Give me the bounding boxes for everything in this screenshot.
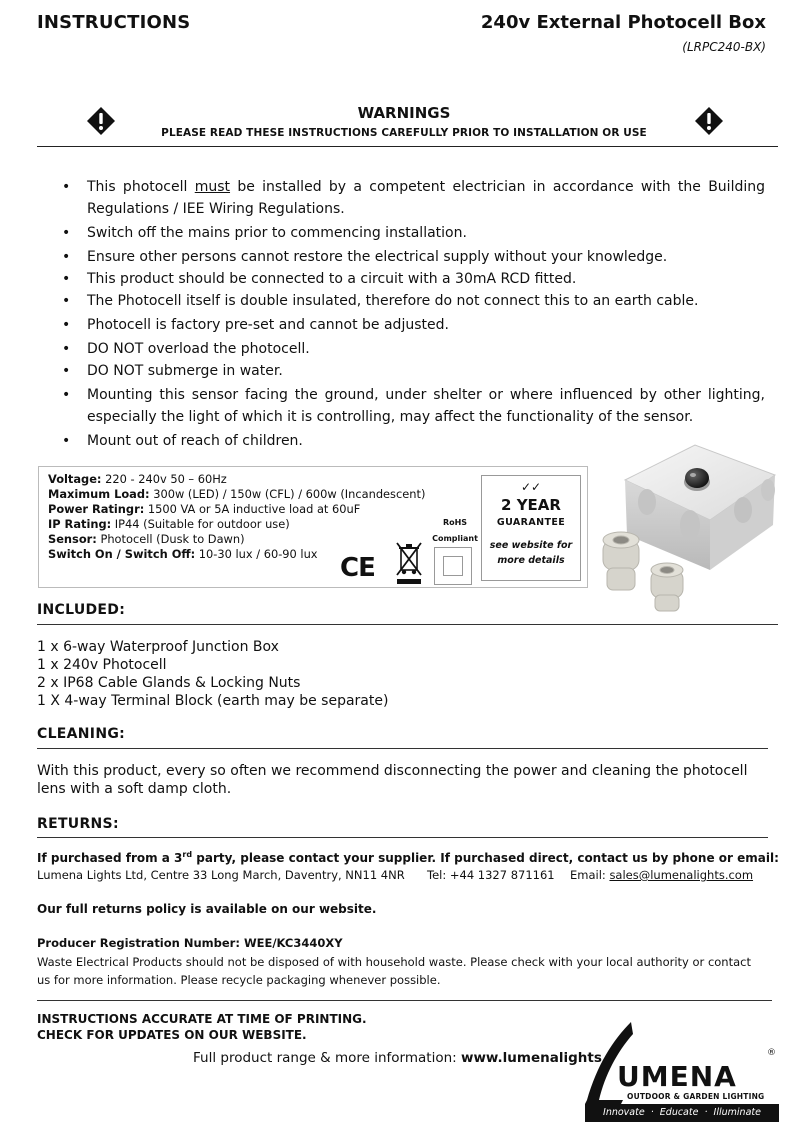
list-item: 1 X 4-way Terminal Block (earth may be separate) [37, 693, 389, 709]
guarantee-label: GUARANTEE [496, 517, 566, 528]
weee-notice: Waste Electrical Products should not be disposed of with household waste. Please check with your local authority or contact us for more information. Please recycle packaging whenever possible. [37, 955, 751, 987]
product-photo [595, 440, 785, 615]
list-item: • Switch off the mains prior to commencing installation. [60, 222, 765, 244]
divider [37, 837, 768, 838]
registered-icon: ® [767, 1048, 776, 1058]
list-item: • Photocell is factory pre-set and cannot be adjusted. [60, 314, 765, 336]
rohs-logo-icon [434, 547, 472, 585]
guarantee-badge [481, 475, 581, 581]
guarantee-years: 2 YEAR [501, 496, 561, 514]
logo-wordmark: UMENA [617, 1060, 737, 1093]
product-code: (LRPC240-BX) [682, 40, 766, 54]
spec-line: Switch On / Switch Off: 10-30 lux / 60-90 lux [48, 547, 318, 561]
spec-line: Sensor: Photocell (Dusk to Dawn) [48, 532, 245, 546]
guarantee-note: see website for more details [489, 540, 573, 566]
page-title: INSTRUCTIONS [37, 12, 191, 33]
purchase-note: If purchased from a 3rd party, please contact your supplier. If purchased direct, contact us by phone or email: [37, 850, 779, 865]
phone: Tel: +44 1327 871161 [427, 868, 555, 882]
spec-line: Power Ratingr: 1500 VA or 5A inductive load at 60uF [48, 502, 361, 516]
ce-mark-icon: CE [340, 553, 375, 583]
cleaning-text: With this product, every so often we recommend disconnecting the power and cleaning the photocell lens with a soft damp cloth. [37, 763, 748, 797]
list-item: 1 x 6-way Waterproof Junction Box [37, 639, 279, 655]
email-link[interactable]: sales@lumenalights.com [609, 868, 754, 882]
included-list [37, 638, 388, 710]
email: Email: sales@lumenalights.com [570, 868, 754, 882]
lumena-logo [583, 1020, 783, 1125]
list-item: 1 x 240v Photocell [37, 657, 167, 673]
divider [37, 146, 778, 147]
returns-policy: Our full returns policy is available on our website. [37, 902, 377, 916]
list-item: • DO NOT submerge in water. [60, 360, 765, 382]
website-link[interactable]: www.lumenalights [460, 1050, 602, 1066]
rohs-label: RoHS Compliant [432, 518, 478, 543]
list-item: • The Photocell itself is double insulated, therefore do not connect this to an earth cable. [60, 290, 765, 312]
spec-line: Maximum Load: 300w (LED) / 150w (CFL) / 600w (Incandescent) [48, 487, 426, 501]
footer-notice: INSTRUCTIONS ACCURATE AT TIME OF PRINTING. CHECK FOR UPDATES ON OUR WEBSITE. [37, 1012, 367, 1042]
logo-motto: Innovate · Educate · Illuminate [585, 1104, 779, 1122]
included-title: INCLUDED: [37, 602, 126, 618]
list-item: • This product should be connected to a circuit with a 30mA RCD fitted. [60, 268, 765, 290]
list-item: • This photocell must be installed by a competent electrician in accordance with the Building Regulations / IEE Wiring Regulations. [60, 176, 765, 220]
list-item: • Ensure other persons cannot restore the electrical supply without your knowledge. [60, 246, 765, 268]
spec-list [48, 472, 425, 562]
spec-line: IP Rating: IP44 (Suitable for outdoor use) [48, 517, 290, 531]
divider [37, 624, 778, 625]
cleaning-title: CLEANING: [37, 726, 126, 742]
warnings-list [60, 176, 765, 452]
weee-bin-icon [394, 540, 424, 586]
list-item: 2 x IP68 Cable Glands & Locking Nuts [37, 675, 301, 691]
address: Lumena Lights Ltd, Centre 33 Long March, Daventry, NN11 4NR [37, 868, 405, 882]
list-item: • Mount out of reach of children. [60, 430, 765, 452]
full-range-line: Full product range & more information: www.lumenalights [193, 1050, 602, 1066]
product-title: 240v External Photocell Box [480, 12, 766, 33]
list-item: • Mounting this sensor facing the ground, under shelter or where influenced by other lighting, especially the light of which it is controlling, may affect the functionality of the sensor. [60, 384, 765, 428]
divider [37, 1000, 772, 1001]
warnings-subtitle: PLEASE READ THESE INSTRUCTIONS CAREFULLY PRIOR TO INSTALLATION OR USE [161, 127, 647, 139]
list-item: • DO NOT overload the photocell. [60, 338, 765, 360]
logo-tagline: OUTDOOR & GARDEN LIGHTING [627, 1092, 765, 1101]
divider [37, 748, 768, 749]
returns-title: RETURNS: [37, 816, 119, 832]
spec-line: Voltage: 220 - 240v 50 – 60Hz [48, 472, 227, 486]
producer-registration: Producer Registration Number: WEE/KC3440XY [37, 936, 343, 950]
warnings-title: WARNINGS [357, 104, 451, 122]
tick-icon: ✓✓ [520, 480, 542, 494]
